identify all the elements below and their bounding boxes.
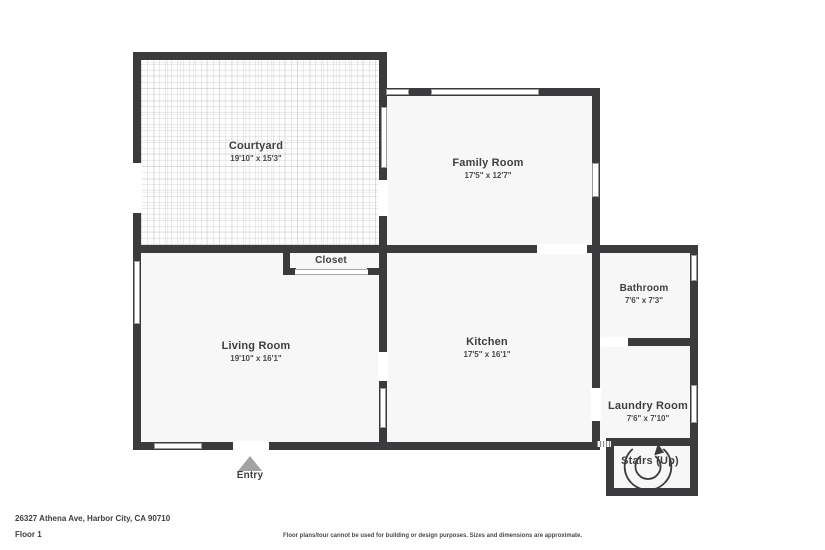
label-living-room [222,340,291,363]
room-name: Stairs (Up) [621,455,679,467]
opening-entry [233,441,269,451]
wall-bath-laundry-divider [628,338,698,346]
window-family-top-long [431,89,539,95]
window-family-right [592,163,599,197]
room-name: Family Room [452,157,524,169]
opening-bathroom-door [603,337,628,347]
label-bathroom [620,283,669,305]
window-bathroom-right [691,255,697,281]
room-name: Living Room [221,340,291,352]
opening-courtyard-family [378,180,388,216]
room-dims: 7'6" x 7'3" [624,296,664,305]
window-living-bottom [154,443,202,449]
window-laundry-right [691,385,697,423]
room-name: Closet [315,255,347,266]
label-courtyard [229,140,283,163]
label-stairs-up [621,455,679,467]
room-dims: 19'10" x 15'3" [230,154,282,163]
label-entry [237,470,264,481]
label-laundry-room [608,400,688,423]
wall-courtyard-top [133,52,387,60]
room-dims: 17'5" x 16'1" [463,350,511,359]
label-closet [315,255,347,266]
entry-arrow-icon [238,456,262,471]
label-family-room [452,157,523,180]
disclaimer-text: Floor plans/tour cannot be used for building or design purposes. Sizes and dimensions are approximate. [283,533,583,539]
laundry-room-area [600,346,690,438]
window-living-left [134,261,140,324]
opening-living-kitchen [378,352,388,381]
room-name: Courtyard [228,140,284,152]
room-name: Kitchen [466,336,508,348]
room-name: Bathroom [619,283,669,294]
opening-courtyard-left [132,163,142,213]
room-dims: 17'5" x 12'7" [464,171,512,180]
window-family-left [381,107,387,168]
window-family-top-small [386,89,409,95]
wall-bottom-exterior [133,442,600,450]
wall-mid-divider-left [133,245,537,253]
wall-right-exterior [690,245,698,496]
wall-left-exterior [133,52,141,450]
room-name: Laundry Room [607,400,689,412]
entry-label: Entry [236,470,264,481]
opening-family-kitchen [537,244,587,254]
wall-closet-left [283,253,290,275]
opening-kitchen-laundry [591,388,601,421]
label-kitchen [464,336,511,359]
closet-sliding-door [295,269,368,275]
window-living-kitchen-pass [380,388,386,428]
room-dims: 7'6" x 7'10" [626,414,670,423]
room-dims: 19'10" x 16'1" [230,354,282,363]
floor-number-text: Floor 1 [15,530,42,539]
wall-mid-divider-right [587,245,698,253]
address-text: 26327 Athena Ave, Harbor City, CA 90710 [15,514,171,523]
